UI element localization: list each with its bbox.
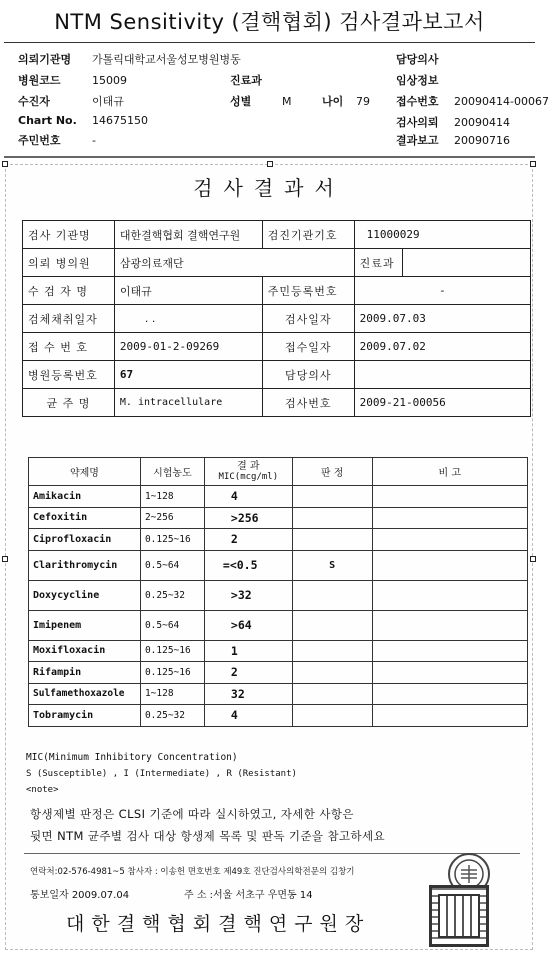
cell-value: 67 <box>114 361 262 389</box>
stamp-seal <box>429 885 489 947</box>
remarks-cell <box>372 705 527 727</box>
note-tag: <note> <box>26 785 59 795</box>
table-row <box>23 221 531 249</box>
cell-value: - <box>354 277 530 305</box>
patient-name: 수진자 이태규 <box>18 95 124 108</box>
address: 주 소 :서울 서초구 우면동 14 <box>184 890 313 901</box>
table-row <box>23 249 531 277</box>
table-row <box>29 529 528 551</box>
column-header: 시험농도 <box>140 458 204 486</box>
report-date: 결과보고 20090716 <box>396 134 510 147</box>
table-row <box>23 277 531 305</box>
department: 진료과 <box>230 74 262 87</box>
sheet-title: 검사결과서 <box>193 176 345 200</box>
cell-label: 검사일자 <box>262 305 354 333</box>
cell-value: 11000029 <box>354 221 530 249</box>
interpretation <box>292 705 372 727</box>
test-range: 0.5~64 <box>140 610 204 640</box>
drug-name: Moxifloxacin <box>29 640 141 662</box>
divider <box>4 42 535 43</box>
notice-date: 통보일자 2009.07.04 <box>30 890 130 901</box>
test-range: 0.5~64 <box>140 550 204 580</box>
drug-name: Sulfamethoxazole <box>29 683 141 705</box>
cell-label: 의뢰 병의원 <box>23 249 115 277</box>
report-title: NTM Sensitivity (결핵협회) 검사결과보고서 <box>54 10 485 34</box>
table-row <box>29 683 528 705</box>
test-info-table <box>22 220 531 417</box>
remarks-cell <box>372 662 527 684</box>
mic-value: 4 <box>204 486 292 508</box>
table-row <box>29 705 528 727</box>
column-header: 판 정 <box>292 458 372 486</box>
divider <box>4 156 535 158</box>
table-row <box>29 507 528 529</box>
test-range: 0.125~16 <box>140 662 204 684</box>
remark-line: 뒷면 NTM 균주별 검사 대상 항생제 목록 및 판독 기준을 참고하세요 <box>30 829 386 843</box>
cell-label: 검진기관기호 <box>262 221 354 249</box>
test-range: 1~128 <box>140 683 204 705</box>
test-range: 1~128 <box>140 486 204 508</box>
cell-value <box>402 249 530 277</box>
table-header-row <box>29 458 528 486</box>
column-header: 비 고 <box>372 458 527 486</box>
cell-label: 검사 기관명 <box>23 221 115 249</box>
issuer-name: 대한결핵협회결핵연구원장 <box>66 913 371 935</box>
divider <box>24 853 520 854</box>
remarks-cell <box>372 486 527 508</box>
cell-label: 검사번호 <box>262 389 354 417</box>
cell-value: 대한결핵협회 결핵연구원 <box>114 221 262 249</box>
interpretation <box>292 486 372 508</box>
interpretation <box>292 610 372 640</box>
drug-name: Clarithromycin <box>29 550 141 580</box>
chart-no: Chart No. 14675150 <box>18 114 148 127</box>
cell-value: 2009.07.02 <box>354 333 530 361</box>
resident-no: 주민번호 - <box>18 134 96 147</box>
interpretation <box>292 640 372 662</box>
drug-name: Rifampin <box>29 662 141 684</box>
cell-label: 병원등록번호 <box>23 361 115 389</box>
sir-definition: S (Susceptible) , I (Intermediate) , R (Resistant) <box>26 769 297 779</box>
table-row <box>23 389 531 417</box>
mic-value: >256 <box>204 507 292 529</box>
mic-value: >64 <box>204 610 292 640</box>
cell-label: 수 검 자 명 <box>23 277 115 305</box>
physician: 담당의사 <box>396 53 439 66</box>
table-row <box>23 361 531 389</box>
table-row <box>29 550 528 580</box>
table-row <box>29 640 528 662</box>
sex: 성별 M <box>230 95 292 108</box>
age: 나이 79 <box>322 95 370 108</box>
remark-line: 항생제별 판정은 CLSI 기준에 따라 실시하였고, 자세한 사항은 <box>30 807 354 821</box>
remarks-cell <box>372 529 527 551</box>
mic-value: 2 <box>204 529 292 551</box>
test-range: 0.125~16 <box>140 529 204 551</box>
table-row <box>29 580 528 610</box>
clinical-info: 임상정보 <box>396 74 439 87</box>
remarks-cell <box>372 640 527 662</box>
cell-value: . . <box>114 305 262 333</box>
table-row <box>23 333 531 361</box>
cell-label: 검체채취일자 <box>23 305 115 333</box>
cell-value: 삼광의료재단 <box>114 249 354 277</box>
column-header: 결 과 MIC(mcg/ml) <box>204 458 292 486</box>
table-row <box>23 305 531 333</box>
drug-name: Amikacin <box>29 486 141 508</box>
contact-line: 연락처:02-576-4981~5 참사자 : 이송헌 면호번호 제49호 진단검사의학전문의 김창기 <box>30 867 355 877</box>
cell-value: 2009-21-00056 <box>354 389 530 417</box>
test-range: 0.25~32 <box>140 580 204 610</box>
interpretation <box>292 580 372 610</box>
cell-label: 접수일자 <box>262 333 354 361</box>
table-row <box>29 662 528 684</box>
hospital-code: 병원코드 15009 <box>18 74 127 87</box>
cell-value <box>354 361 530 389</box>
request-date: 검사의뢰 20090414 <box>396 116 510 129</box>
remarks-cell <box>372 507 527 529</box>
mic-results-table <box>28 457 528 727</box>
mic-value: >32 <box>204 580 292 610</box>
mic-definition: MIC(Minimum Inhibitory Concentration) <box>26 752 238 763</box>
cell-label: 접 수 번 호 <box>23 333 115 361</box>
column-header: 약제명 <box>29 458 141 486</box>
cell-value: 2009.07.03 <box>354 305 530 333</box>
interpretation <box>292 662 372 684</box>
drug-name: Cefoxitin <box>29 507 141 529</box>
remarks-cell <box>372 550 527 580</box>
receipt-no: 접수번호 20090414-00067 <box>396 95 549 108</box>
cell-label: 균 주 명 <box>23 389 115 417</box>
mic-value: 4 <box>204 705 292 727</box>
resize-handle[interactable] <box>2 161 8 167</box>
interpretation <box>292 507 372 529</box>
remarks-cell <box>372 683 527 705</box>
remarks-cell <box>372 610 527 640</box>
interpretation: S <box>292 550 372 580</box>
cell-value: M. intracellulare <box>114 389 262 417</box>
drug-name: Imipenem <box>29 610 141 640</box>
mic-value: 1 <box>204 640 292 662</box>
mic-value: =<0.5 <box>204 550 292 580</box>
table-row <box>29 610 528 640</box>
drug-name: Doxycycline <box>29 580 141 610</box>
interpretation <box>292 683 372 705</box>
cell-label: 진료과 <box>354 249 402 277</box>
resize-handle[interactable] <box>530 556 536 562</box>
remarks-cell <box>372 580 527 610</box>
mic-value: 32 <box>204 683 292 705</box>
test-range: 0.125~16 <box>140 640 204 662</box>
cell-value: 2009-01-2-09269 <box>114 333 262 361</box>
mic-value: 2 <box>204 662 292 684</box>
test-range: 2~256 <box>140 507 204 529</box>
cell-value: 이태규 <box>114 277 262 305</box>
test-range: 0.25~32 <box>140 705 204 727</box>
cell-label: 담당의사 <box>262 361 354 389</box>
requesting-institution: 의뢰기관명 가톨릭대학교서울성모병원병동 <box>18 53 241 66</box>
drug-name: Ciprofloxacin <box>29 529 141 551</box>
table-row <box>29 486 528 508</box>
cell-label: 주민등록번호 <box>262 277 354 305</box>
scanned-result-sheet[interactable] <box>5 164 533 950</box>
interpretation <box>292 529 372 551</box>
resize-handle[interactable] <box>2 556 8 562</box>
resize-handle[interactable] <box>530 161 536 167</box>
resize-handle[interactable] <box>267 161 273 167</box>
drug-name: Tobramycin <box>29 705 141 727</box>
